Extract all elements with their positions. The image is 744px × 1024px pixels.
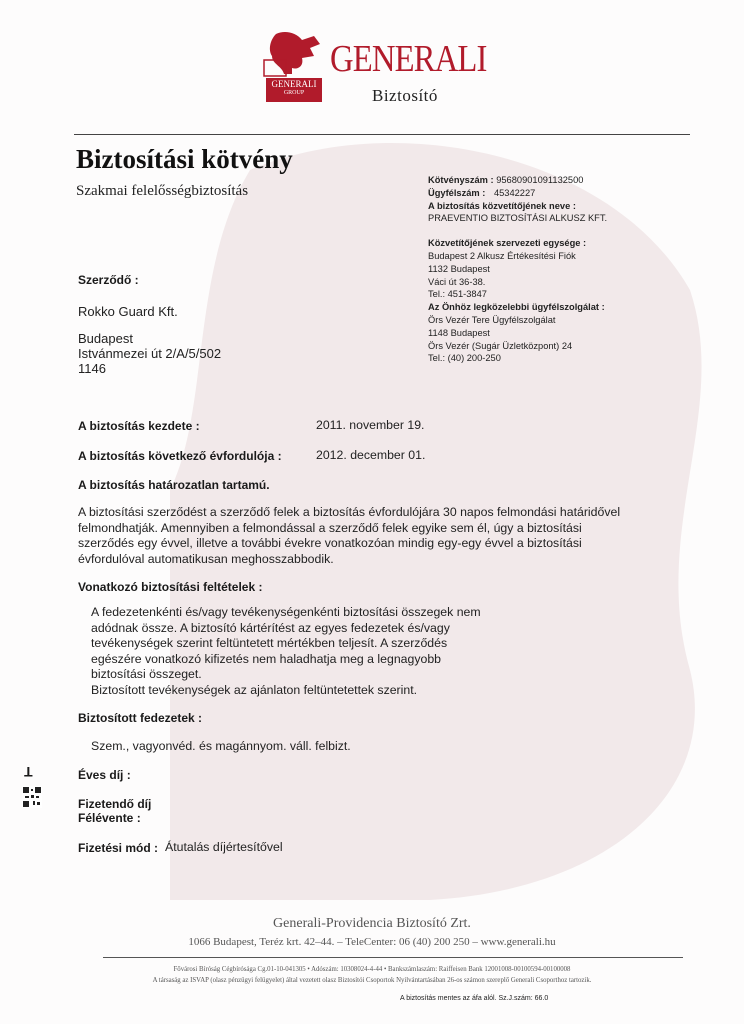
- anniversary-label: A biztosítás következő évfordulója :: [78, 449, 282, 463]
- unit-line: Tel.: 451-3847: [428, 289, 487, 300]
- contractor-city: Budapest: [78, 331, 133, 346]
- policy-number-label: Kötvényszám :: [428, 175, 494, 185]
- service-line: Örs Vezér (Sugár Üzletközpont) 24: [428, 340, 573, 351]
- footer-legal-2: A társaság az ISVAP (olasz pénzügyi felügyelet) által vezetett olasz Biztosítói Csoportok Nyilvántartásában 26-os számon szereplő Generali Csoporthoz tartozik.: [152, 977, 592, 984]
- anniversary-date: 2012. december 01.: [316, 448, 426, 462]
- side-mark: T: [24, 764, 33, 780]
- footer-company: Generali-Providencia Biztosító Zrt.: [273, 916, 471, 931]
- footer-legal-1: Fővárosi Bíróság Cégbírósága Cg.01-10-041305 • Adószám: 10308024-4-44 • Bankszámlaszám: Raiffeisen Bank 12001008-00100594-00100008: [173, 966, 571, 973]
- conditions-line: biztosítási összeget.: [91, 667, 202, 681]
- contractor-name: Rokko Guard Kft.: [78, 304, 178, 319]
- termination-line: szerződés egy évvel, illetve a további évekre vonatkozóan mindig egy-egy évvel a biztosítási: [78, 536, 582, 550]
- start-date: 2011. november 19.: [316, 418, 425, 432]
- client-number-label: Ügyfélszám :: [428, 187, 486, 198]
- conditions-text: [91, 605, 591, 698]
- service-label: Az Önhöz legközelebbi ügyfélszolgálat :: [428, 302, 605, 313]
- logo-group-text: GROUP: [283, 90, 305, 96]
- unit-label: Közvetítőjének szervezeti egysége :: [428, 238, 587, 249]
- payment-method-label: Fizetési mód :: [78, 841, 159, 855]
- service-line: Tel.: (40) 200-250: [428, 353, 501, 364]
- tax-note: A biztosítás mentes az áfa alól. Sz.J.szám: 66.0: [400, 995, 549, 1002]
- document-subtitle: Szakmai felelősségbiztosítás: [76, 183, 249, 199]
- contractor-zip: 1146: [78, 361, 106, 376]
- client-number: 45342227: [493, 187, 536, 198]
- qr-code-icon: [22, 786, 42, 808]
- termination-line: évfordulóval automatikusan meghosszabbodik.: [78, 551, 334, 566]
- payable-fee-label: Fizetendő díj: [78, 797, 152, 811]
- semiannual-label: Félévente :: [78, 811, 141, 825]
- brand-name: GENERALI: [330, 38, 487, 80]
- contractor-street: Istvánmezei út 2/A/5/502: [78, 346, 222, 361]
- unit-line: 1132 Budapest: [428, 263, 490, 274]
- logo-text: GENERALI: [271, 79, 317, 89]
- bottom-rule: [103, 957, 683, 958]
- termination-line: A biztosítási szerződést a szerződő felek a biztosítás évfordulójára 30 napos felmondási határidővel: [78, 505, 621, 519]
- policy-number: 95680901091132500: [496, 175, 584, 185]
- brand-subtitle: Biztosító: [372, 86, 438, 105]
- coverage-text: Szem., vagyonvéd. és magánnyom. váll. felbizt.: [91, 739, 351, 753]
- broker-label: A biztosítás közvetítőjének neve :: [428, 200, 576, 211]
- service-line: Örs Vezér Tere Ügyfélszolgálat: [428, 314, 556, 325]
- service-line: 1148 Budapest: [428, 327, 490, 338]
- contractor-address: [78, 331, 221, 376]
- indefinite-term: A biztosítás határozatlan tartamú.: [78, 478, 270, 492]
- conditions-line: tevékenységek szerint feltüntetett mértékben teljesít. A szerződés: [91, 636, 448, 650]
- top-rule: [74, 134, 690, 135]
- start-label: A biztosítás kezdete :: [78, 419, 200, 433]
- unit-line: Váci út 36-38.: [428, 276, 486, 287]
- conditions-line: egészére vonatkozó kifizetés nem haladhatja meg a legnagyobb: [91, 651, 442, 666]
- broker-name: PRAEVENTIO BIZTOSÍTÁSI ALKUSZ KFT.: [428, 213, 608, 224]
- contractor-label: Szerződő :: [78, 273, 139, 287]
- unit-line: Budapest 2 Alkusz Értékesítési Fiók: [428, 250, 576, 261]
- policy-info: [428, 174, 728, 365]
- payment-method: Átutalás díjértesítővel: [165, 840, 283, 854]
- annual-fee-label: Éves díj :: [78, 768, 131, 782]
- conditions-line: A fedezetenkénti és/vagy tevékenységenkénti biztosítási összegek nem: [91, 605, 481, 619]
- conditions-label: Vonatkozó biztosítási feltételek :: [78, 580, 263, 594]
- footer-address: 1066 Budapest, Teréz krt. 42–44. – TeleCenter: 06 (40) 200 250 – www.generali.hu: [188, 936, 556, 948]
- document-title: Biztosítási kötvény: [76, 144, 293, 174]
- termination-paragraph: [78, 505, 698, 567]
- termination-line: felmondhatják. Amennyiben a felmondással a szerződő felek egyike sem él, úgy a biztosítási: [78, 520, 582, 535]
- conditions-line: adódnak össze. A biztosító kártérítést az egyes fedezetek és/vagy: [91, 620, 450, 635]
- coverage-label: Biztosított fedezetek :: [78, 711, 203, 725]
- conditions-line: Biztosított tevékenységek az ajánlaton feltüntetettek szerint.: [91, 682, 418, 697]
